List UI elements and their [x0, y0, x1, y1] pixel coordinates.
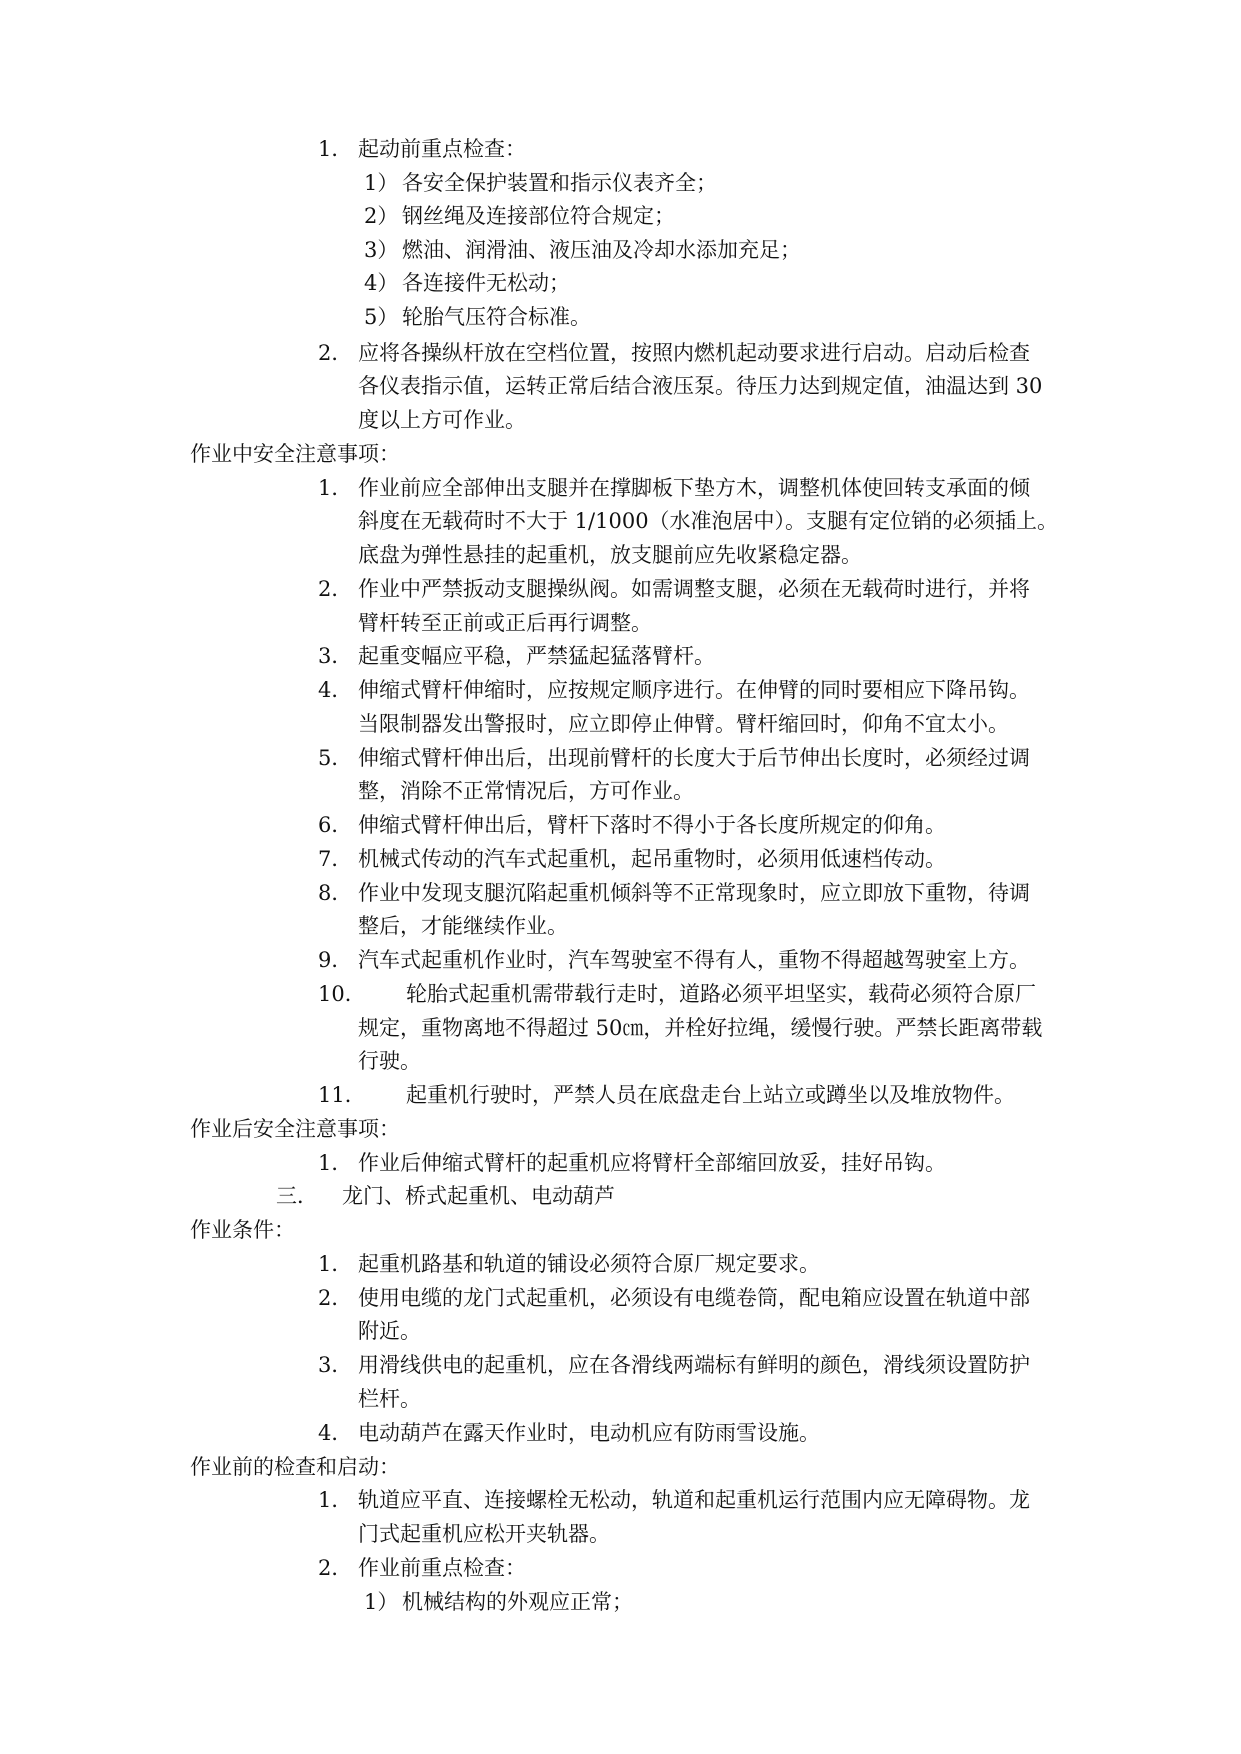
list-item-number: 5． [318, 746, 353, 770]
sub-item-number: 1） [364, 171, 399, 195]
list-item-text: 整，消除不正常情况后，方可作业。 [358, 779, 694, 803]
sub-item-text: 各安全保护装置和指示仪表齐全； [402, 171, 717, 195]
sub-item-number: 2） [364, 204, 399, 228]
list-item-text: 整后，才能继续作业。 [358, 914, 568, 938]
list-item-text: 伸缩式臂杆伸出后，臂杆下落时不得小于各长度所规定的仰角。 [358, 813, 946, 837]
list-item-text: 作业中发现支腿沉陷起重机倾斜等不正常现象时，应立即放下重物，待调 [358, 881, 1030, 905]
list-item-text: 伸缩式臂杆伸出后，出现前臂杆的长度大于后节伸出长度时，必须经过调 [358, 746, 1030, 770]
list-item-number: 1． [318, 137, 353, 161]
list-item-text: 电动葫芦在露天作业时，电动机应有防雨雪设施。 [358, 1421, 820, 1445]
list-item-number: 4． [318, 1421, 353, 1445]
list-item-number: 3． [318, 1353, 353, 1377]
list-item-text: 底盘为弹性悬挂的起重机，放支腿前应先收紧稳定器。 [358, 543, 862, 567]
sub-item-text: 燃油、润滑油、液压油及冷却水添加充足； [402, 238, 801, 262]
list-item-text: 当限制器发出警报时，应立即停止伸臂。臂杆缩回时，仰角不宜太小。 [358, 712, 1009, 736]
sub-item-text: 钢丝绳及连接部位符合规定； [402, 204, 675, 228]
list-item-number: 11． [318, 1083, 366, 1107]
list-item-text: 起重变幅应平稳，严禁猛起猛落臂杆。 [358, 644, 715, 668]
list-item-text: 度以上方可作业。 [358, 408, 526, 432]
list-item-text: 应将各操纵杆放在空档位置，按照内燃机起动要求进行启动。启动后检查 [358, 341, 1030, 365]
list-item-number: 1． [318, 1151, 353, 1175]
list-item-text: 起重机行驶时，严禁人员在底盘走台上站立或蹲坐以及堆放物件。 [406, 1083, 1015, 1107]
list-item-text: 规定，重物离地不得超过 50㎝，并栓好拉绳，缓慢行驶。严禁长距离带载 [358, 1016, 1043, 1040]
list-item-number: 3． [318, 644, 353, 668]
list-item-text: 使用电缆的龙门式起重机，必须设有电缆卷筒，配电箱应设置在轨道中部 [358, 1286, 1030, 1310]
list-item-number: 7． [318, 847, 353, 871]
list-item-text: 汽车式起重机作业时，汽车驾驶室不得有人，重物不得超越驾驶室上方。 [358, 948, 1030, 972]
sub-item-text: 轮胎气压符合标准。 [402, 305, 591, 329]
list-item-text: 斜度在无载荷时不大于 1/1000（水准泡居中）。支腿有定位销的必须插上。 [358, 509, 1059, 533]
list-item-number: 2． [318, 1286, 353, 1310]
chapter-number: 三． [276, 1184, 318, 1208]
list-item-number: 6． [318, 813, 353, 837]
list-item-text: 作业后伸缩式臂杆的起重机应将臂杆全部缩回放妥，挂好吊钩。 [358, 1151, 946, 1175]
list-item-text: 作业中严禁扳动支腿操纵阀。如需调整支腿，必须在无载荷时进行，并将 [358, 577, 1030, 601]
list-item-text: 起重机路基和轨道的铺设必须符合原厂规定要求。 [358, 1252, 820, 1276]
list-item-text: 附近。 [358, 1319, 421, 1343]
list-item-number: 8． [318, 881, 353, 905]
sub-item-number: 1） [364, 1590, 399, 1614]
list-item-text: 轨道应平直、连接螺栓无松动，轨道和起重机运行范围内应无障碍物。龙 [358, 1488, 1030, 1512]
list-item-number: 2． [318, 1556, 353, 1580]
section-heading: 作业后安全注意事项： [190, 1117, 400, 1141]
list-item-number: 4． [318, 678, 353, 702]
list-item-number: 9． [318, 948, 353, 972]
sub-item-text: 机械结构的外观应正常； [402, 1590, 633, 1614]
list-item-number: 2． [318, 341, 353, 365]
list-item-text: 起动前重点检查： [358, 137, 526, 161]
list-item-text: 机械式传动的汽车式起重机，起吊重物时，必须用低速档传动。 [358, 847, 946, 871]
list-item-number: 1． [318, 476, 353, 500]
list-item-text: 行驶。 [358, 1049, 421, 1073]
section-heading: 作业条件： [190, 1218, 295, 1242]
list-item-text: 轮胎式起重机需带载行走时，道路必须平坦坚实，载荷必须符合原厂 [406, 982, 1036, 1006]
list-item-text: 臂杆转至正前或正后再行调整。 [358, 611, 652, 635]
list-item-text: 伸缩式臂杆伸缩时，应按规定顺序进行。在伸臂的同时要相应下降吊钩。 [358, 678, 1030, 702]
list-item-text: 各仪表指示值，运转正常后结合液压泵。待压力达到规定值，油温达到 30 [358, 374, 1043, 398]
list-item-text: 用滑线供电的起重机，应在各滑线两端标有鲜明的颜色，滑线须设置防护 [358, 1353, 1030, 1377]
list-item-text: 栏杆。 [358, 1387, 421, 1411]
chapter-title: 龙门、桥式起重机、电动葫芦 [342, 1184, 615, 1208]
sub-item-number: 4） [364, 271, 399, 295]
list-item-text: 作业前重点检查： [358, 1556, 526, 1580]
list-item-number: 10． [318, 982, 366, 1006]
list-item-text: 门式起重机应松开夹轨器。 [358, 1522, 610, 1546]
list-item-number: 1． [318, 1252, 353, 1276]
sub-item-text: 各连接件无松动； [402, 271, 570, 295]
list-item-number: 2． [318, 577, 353, 601]
sub-item-number: 3） [364, 238, 399, 262]
section-heading: 作业中安全注意事项： [190, 442, 400, 466]
sub-item-number: 5） [364, 305, 399, 329]
list-item-text: 作业前应全部伸出支腿并在撑脚板下垫方木，调整机体使回转支承面的倾 [358, 476, 1030, 500]
section-heading: 作业前的检查和启动： [190, 1455, 400, 1479]
list-item-number: 1． [318, 1488, 353, 1512]
